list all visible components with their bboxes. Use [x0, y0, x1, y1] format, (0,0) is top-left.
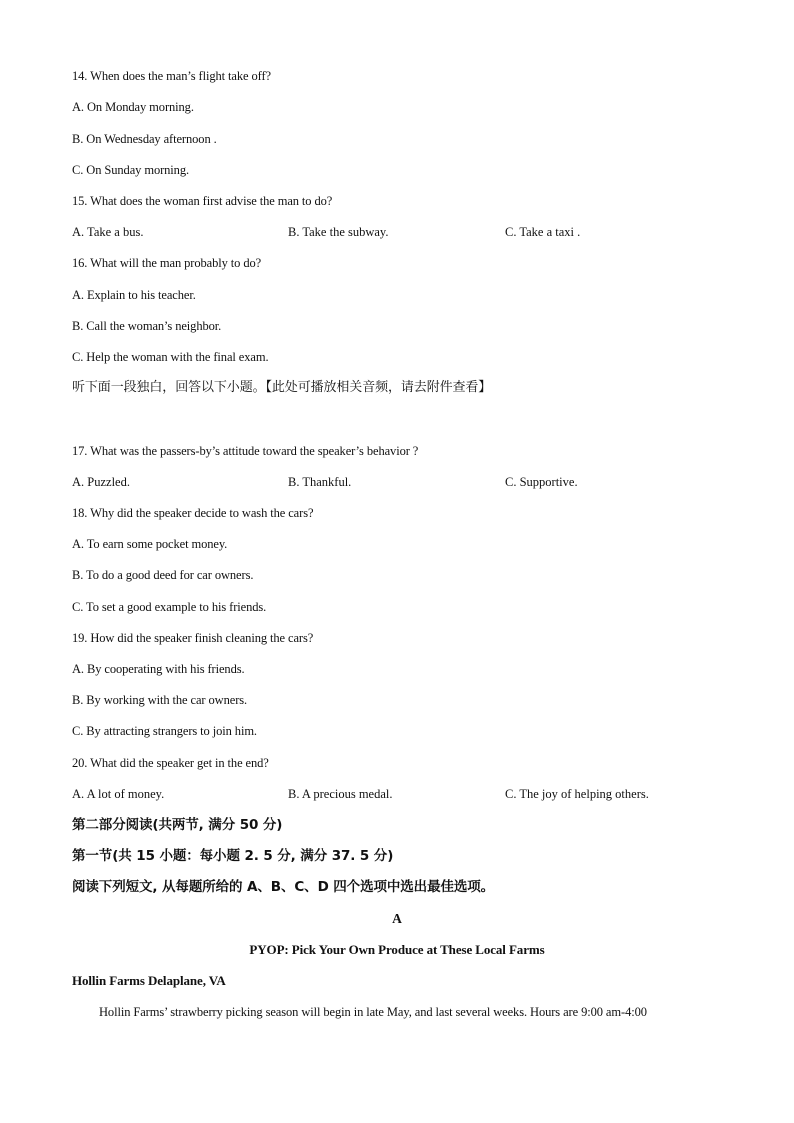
part2-heading: 第二部分阅读(共两节, 满分 50 分) — [72, 817, 283, 833]
option-20b: B. A precious medal. — [288, 787, 393, 801]
question-15: 15. What does the woman first advise the man to do? — [72, 194, 333, 208]
section1-heading: 第一节(共 15 小题：每小题 2. 5 分, 满分 37. 5 分) — [72, 848, 394, 864]
option-17b: B. Thankful. — [288, 475, 352, 489]
question-16: 16. What will the man probably to do? — [72, 256, 262, 270]
question-18: 18. Why did the speaker decide to wash the cars? — [72, 506, 314, 520]
passage-subheading: Hollin Farms Delaplane, VA — [72, 973, 226, 988]
passage-title: PYOP: Pick Your Own Produce at These Local Farms — [249, 942, 545, 957]
option-19b: B. By working with the car owners. — [72, 693, 248, 707]
option-14c: C. On Sunday morning. — [72, 163, 189, 177]
option-15c: C. Take a taxi . — [505, 225, 581, 239]
option-14a: A. On Monday morning. — [72, 100, 194, 114]
option-16b: B. Call the woman’s neighbor. — [72, 319, 222, 333]
passage-letter: A — [392, 911, 402, 926]
option-16c: C. Help the woman with the final exam. — [72, 350, 269, 364]
question-14: 14. When does the man’s flight take off? — [72, 69, 271, 83]
option-19a: A. By cooperating with his friends. — [72, 662, 245, 676]
option-19c: C. By attracting strangers to join him. — [72, 724, 257, 738]
option-20a: A. A lot of money. — [72, 787, 165, 801]
option-16a: A. Explain to his teacher. — [72, 288, 196, 302]
option-18c: C. To set a good example to his friends. — [72, 600, 267, 614]
reading-instruction: 阅读下列短文, 从每题所给的 A、B、C、D 四个选项中选出最佳选项。 — [72, 879, 495, 895]
option-17a: A. Puzzled. — [72, 475, 130, 489]
question-19: 19. How did the speaker finish cleaning the cars? — [72, 631, 314, 645]
passage-paragraph: Hollin Farms’ strawberry picking season will begin in late May, and last several weeks. Hours are 9:00 am-4:00 — [99, 1005, 647, 1019]
option-20c: C. The joy of helping others. — [505, 787, 649, 801]
monologue-instruction: 听下面一段独白，回答以下小题。【此处可播放相关音频，请去附件查看】 — [72, 380, 492, 395]
option-15a: A. Take a bus. — [72, 225, 144, 239]
option-17c: C. Supportive. — [505, 475, 578, 489]
option-15b: B. Take the subway. — [288, 225, 389, 239]
option-18a: A. To earn some pocket money. — [72, 537, 228, 551]
question-20: 20. What did the speaker get in the end? — [72, 756, 269, 770]
option-18b: B. To do a good deed for car owners. — [72, 568, 254, 582]
option-14b: B. On Wednesday afternoon . — [72, 132, 217, 146]
question-17: 17. What was the passers-by’s attitude toward the speaker’s behavior ? — [72, 444, 419, 458]
